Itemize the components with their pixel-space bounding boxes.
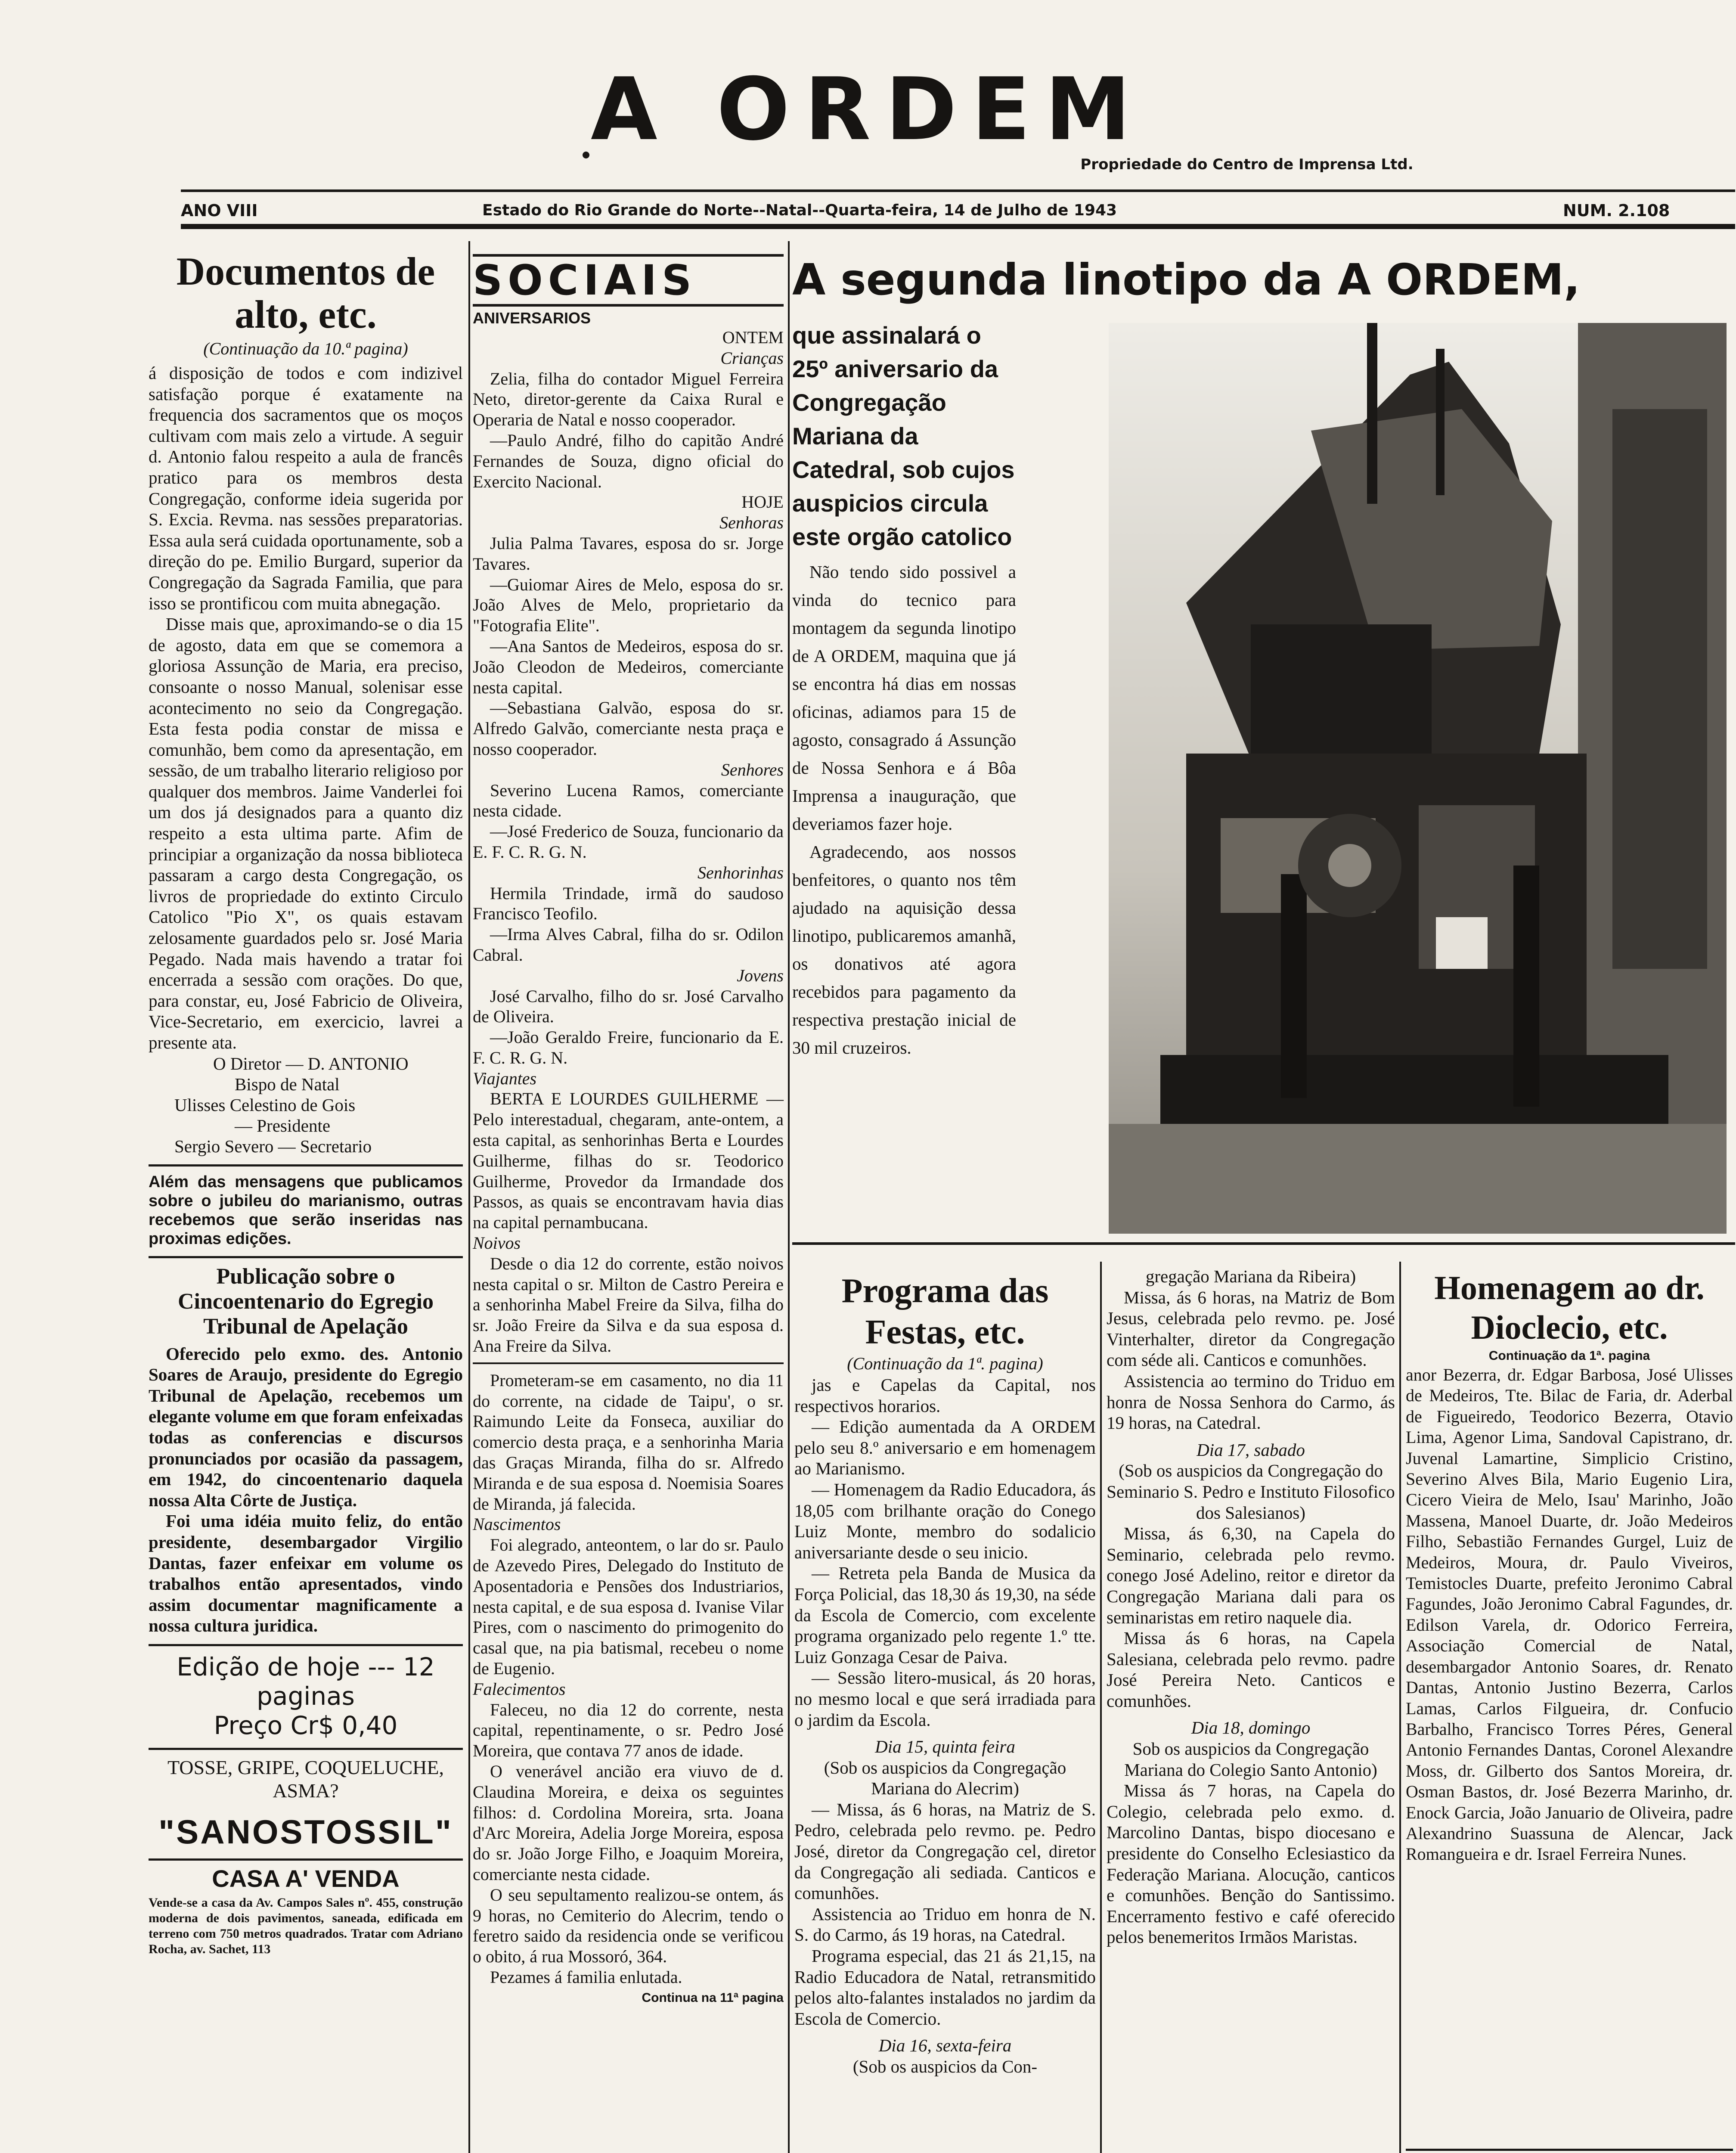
paragraph: Pezames á familia enlutada. xyxy=(490,1967,682,1987)
paragraph: Missa ás 7 horas, na Capela do Colegio, celebrada pelo exmo. d. Marcolino Dantas, bispo diocesano e presidente do Conselho Eclesiastico da Federação Mariana. Alocução, canticos e comunhões. Benção do Santissimo. Encerramento festivo e café oferecido pelos benemeritos Irmãos Maristas. xyxy=(1107,1781,1395,1947)
column-programa xyxy=(794,1270,1096,2077)
edition-price: Preço Cr$ 0,40 xyxy=(214,1710,398,1740)
paragraph: — Missa, ás 6 horas, na Matriz de S. Pedro, celebrada pelo revmo. pe. Pedro José, diretor da Congregação cel, diretor da Congregação ali sediada. Canticos e comunhões. xyxy=(794,1799,1096,1903)
paragraph: — Edição aumentada da A ORDEM pelo seu 8.º aniversario e em homenagem ao Marianismo. xyxy=(794,1417,1096,1479)
subheading: (Sob os auspicios da Con- xyxy=(852,2057,1038,2076)
subheading: Dia 17, sabado xyxy=(1197,1439,1305,1460)
subheading: (Sob os auspicios da Congregação Mariana do Alecrim) xyxy=(824,1757,1066,1799)
ad-sanostossil-line1: TOSSE, GRIPE, COQUELUCHE, ASMA? xyxy=(167,1756,444,1802)
paragraph: Foi uma idéia muito feliz, do então presidente, desembargador Virgilio Dantas, fazer enfeixar em volume os trabalhos então apresentados, vindo assim documentar magnificamente a nossa cultura juridica. xyxy=(149,1511,463,1636)
signature-line: Sergio Severo — Secretario xyxy=(174,1136,372,1156)
linotipo-subhead: que assinalará o 25º aniversario da Congregação Mariana da Catedral, sob cujos auspicios circula este orgão catolico xyxy=(792,322,1015,550)
subheading: ONTEM xyxy=(722,328,784,347)
linotype-photo xyxy=(1109,323,1727,1234)
subheading: Jovens xyxy=(737,965,784,985)
paragraph: —João Geraldo Freire, funcionario da E. F. C. R. G. N. xyxy=(473,1027,784,1067)
paragraph: Faleceu, no dia 12 do corrente, nesta capital, repentinamente, o sr. Pedro José Moreira, que contava 77 anos de idade. xyxy=(473,1700,784,1761)
article-documentos-body xyxy=(149,363,463,1053)
article-documentos-continuation: (Continuação da 10.ª pagina) xyxy=(203,339,408,358)
masthead-title: A ORDEM xyxy=(590,59,1146,160)
paragraph: — Retreta pela Banda de Musica da Força Policial, das 18,30 ás 19,30, na séde da Escola de Comercio, com excelente programa organizado pelo regente 1.º tte. Luiz Gonzaga Cesar de Paiva. xyxy=(794,1563,1096,1667)
subheading: (Sob os auspicios da Congregação do Seminario S. Pedro e Instituto Filosofico dos Salesianos) xyxy=(1107,1461,1395,1523)
column-sociais xyxy=(473,254,784,2008)
subheading: Dia 15, quinta feira xyxy=(875,1737,1015,1757)
divider xyxy=(149,1164,463,1166)
sociais-aniversarios: ANIVERSARIOS xyxy=(473,309,591,327)
paragraph: Desde o dia 12 do corrente, estão noivos nesta capital o sr. Milton de Castro Pereira e a senhorinha Mabel Freire da Silva, filha do sr. João Freire da Silva e da sua esposa d. Ana Freire da Silva. xyxy=(473,1253,784,1356)
paragraph: Julia Palma Tavares, esposa do sr. Jorge Tavares. xyxy=(473,533,784,574)
divider xyxy=(149,1644,463,1646)
column-homenagem xyxy=(1406,1268,1733,1865)
dateline-year: ANO VIII xyxy=(181,201,258,220)
subheading: Viajantes xyxy=(473,1068,537,1088)
homenagem-continuation: Continuação da 1ª. pagina xyxy=(1488,1349,1650,1363)
paragraph: O seu sepultamento realizou-se ontem, ás 9 horas, no Cemiterio do Alecrim, tendo o feretro saido da residencia onde se verificou o obito, á rua Mossoró, 364. xyxy=(473,1885,784,1967)
programa-continuation: (Continuação da 1ª. pagina) xyxy=(847,1354,1043,1373)
paragraph: —Sebastiana Galvão, esposa do sr. Alfredo Galvão, comerciante nesta praça e nosso cooperador. xyxy=(473,698,784,759)
paragraph: —Paulo André, filho do capitão André Fernandes de Souza, digno oficial do Exercito Nacional. xyxy=(473,430,784,491)
homenagem-title: Homenagem ao dr. Dioclecio, etc. xyxy=(1434,1269,1705,1346)
paragraph: — Sessão litero-musical, ás 20 horas, no mesmo local e que será irradiada para o jardim da Escola. xyxy=(794,1668,1096,1730)
paragraph: José Carvalho, filho do sr. José Carvalho de Oliveira. xyxy=(473,986,784,1027)
signature-line: O Diretor — D. ANTONIO xyxy=(213,1053,409,1073)
paragraph: Hermila Trindade, irmã do saudoso Francisco Teofilo. xyxy=(473,883,784,924)
subheading: Falecimentos xyxy=(473,1679,566,1699)
paragraph: —Irma Alves Cabral, filha do sr. Odilon Cabral. xyxy=(473,924,784,965)
masthead-rule-bottom xyxy=(181,224,1735,229)
paragraph: Oferecido pelo exmo. des. Antonio Soares de Araujo, presidente do Egregio Tribunal de Apelação, recebemos um elegante volume em que foram enfeixadas todas as conferencias e discursos pronunciados por ocasião da passagem, em 1942, do cincoentenario daquela nossa Alta Côrte de Justiça. xyxy=(149,1343,463,1510)
paragraph: Missa, ás 6,30, na Capela do Seminario, celebrada pelo revmo. conego José Adelino, reitor e diretor da Congregação Mariana dali para os seminaristas em retiro naquele dia. xyxy=(1107,1523,1395,1627)
homenagem-body xyxy=(1406,1365,1733,1865)
subheading: HOJE xyxy=(741,492,784,512)
paragraph: O venerável ancião era viuvo de d. Claudina Moreira, e deixa os seguintes filhos: d. Cordolina Moreira, srta. Joana d'Arc Moreira, Adelia Jorge Moreira, esposa do sr. João Jorge Filho, e Joaquim Moreira, comerciante nesta cidade. xyxy=(473,1761,784,1884)
signature-line: Ulisses Celestino de Gois xyxy=(174,1095,356,1115)
linotipo-bottom-rule xyxy=(792,1242,1735,1245)
divider xyxy=(473,1362,784,1364)
ad-sanostossil-brand: "SANOSTOSSIL" xyxy=(158,1812,453,1851)
column-programa-2 xyxy=(1107,1266,1395,1948)
subheading: Senhores xyxy=(721,760,784,779)
sociais-body xyxy=(473,327,784,2008)
subheading: Dia 18, domingo xyxy=(1191,1718,1311,1738)
linotipo-headline-text: A segunda linotipo da A ORDEM, xyxy=(792,254,1580,305)
subheading: Dia 16, sexta-feira xyxy=(878,2035,1012,2056)
ad-casa-title: CASA A' VENDA xyxy=(212,1864,400,1892)
sociais-title: SOCIAIS xyxy=(473,254,784,307)
column-1 xyxy=(149,250,463,1957)
column-rule-3 xyxy=(1100,1262,1102,2153)
signature-line: — Presidente xyxy=(235,1115,331,1135)
notice-mensagens: Além das mensagens que publicamos sobre o jubileu do marianismo, outras recebemos que serão inseridas nas proximas edições. xyxy=(149,1173,463,1248)
linotipo-text xyxy=(792,319,1016,1062)
subheading: Sob os auspicios da Congregação Mariana do Colegio Santo Antonio) xyxy=(1124,1739,1377,1780)
programa-body xyxy=(794,1374,1096,2077)
paragraph: Zelia, filha do contador Miguel Ferreira Neto, diretor-gerente da Caixa Rural e Operaria de Natal e nosso cooperador. xyxy=(473,369,784,430)
subheading: gregação Mariana da Ribeira) xyxy=(1145,1266,1356,1286)
signatures xyxy=(149,1053,463,1157)
paragraph: Agradecendo, aos nossos benfeitores, o quanto nos têm ajudado na aquisição dessa linotipo, publicaremos amanhã, os donativos até agora recebidos para pagamento da respectiva prestação inicial de 30 mil cruzeiros. xyxy=(792,842,1016,1058)
linotipo-headline xyxy=(792,254,1735,306)
edition-box xyxy=(149,1652,463,1740)
programa-2-body xyxy=(1107,1266,1395,1948)
paragraph: —José Frederico de Souza, funcionario da E. F. C. R. G. N. xyxy=(473,822,784,862)
paragraph: —Ana Santos de Medeiros, esposa do sr. João Cleodon de Medeiros, comerciante nesta capital. xyxy=(473,636,784,697)
ad-antonio-soares xyxy=(1406,2149,1733,2153)
edition-line: Edição de hoje --- 12 xyxy=(177,1652,435,1681)
paragraph: — Homenagem da Radio Educadora, ás 18,05 com brilhante oração do Conego Luiz Monte, membro do sodalicio aniversariante desde o seu inicio. xyxy=(794,1479,1096,1562)
subheading: Senhoras xyxy=(719,513,784,533)
masthead-subtitle: Propriedade do Centro de Imprensa Ltd. xyxy=(1080,156,1414,173)
subheading: Noivos xyxy=(473,1233,521,1253)
column-rule-4 xyxy=(1399,1262,1401,2153)
paragraph: Assistencia ao Triduo em honra de N. S. do Carmo, ás 19 horas, na Catedral. xyxy=(794,1904,1096,1945)
subheading: Crianças xyxy=(720,348,784,368)
ad-casa-text: Vende-se a casa da Av. Campos Sales nº. 455, construção moderna de dois pavimentos, saneada, edificada em terreno com 750 metros quadrados. Tratar com Adriano Rocha, av. Sachet, 113 xyxy=(149,1895,463,1956)
divider xyxy=(149,1256,463,1258)
paragraph: BERTA E LOURDES GUILHERME — Pelo interestadual, chegaram, ante-ontem, a esta capital, as senhorinhas Berta e Lourdes Guilherme, filhas do sr. Teodorico Guilherme, Provedor da Irmandade dos Passos, as quais se encontravam havia dias na capital pernambucana. xyxy=(473,1089,784,1232)
paragraph: Programa especial, das 21 ás 21,15, na Radio Educadora de Natal, retransmitido pelos alto-falantes instalados no jardim da Escola de Comercio. xyxy=(794,1946,1096,2029)
divider xyxy=(149,1858,463,1861)
paragraph: jas e Capelas da Capital, nos respectivos horarios. xyxy=(794,1375,1096,1416)
edition-line: paginas xyxy=(257,1681,355,1711)
dateline-place-date: Estado do Rio Grande do Norte--Natal--Quarta-feira, 14 de Julho de 1943 xyxy=(482,202,1117,219)
paragraph: Disse mais que, aproximando-se o dia 15 de agosto, data em que se comemora a gloriosa Assunção de Maria, era preciso, consoante o nosso Manual, solenisar esse acontecimento no seio da Congregação. Esta festa podia constar de missa e comunhão, bem como da apresentação, em sessão, de um trabalho literario religioso por qualquer dos membros. Jaime Vanderlei foi um dos já designados para a quanto diz respeito a esta ultima parte. Afim de principiar a organização da nossa biblioteca passaram a cargo desta Congregação, os livros de propriedade do extinto Circulo Catolico "Pio X", os quais estavam zelosamente guardados pelo sr. José Maria Pegado. Nada mais havendo a tratar foi encerrada a sessão com orações. Do que, para constar, eu, José Fabricio de Oliveira, Vice-Secretario, em exercicio, lavrei a presente ata. xyxy=(149,614,463,1052)
article-publicacao-title: Publicação sobre o Cincoentenario do Egregio Tribunal de Apelação xyxy=(177,1264,434,1339)
paragraph: á disposição de todos e com indizivel satisfação porque é exatamente na frequencia dos sacramentos que os moços cultivam com mais zelo a virtude. A seguir d. Antonio falou respeito a aula de francês pratico para os membros desta Congregação, conforme ideia sugerida por S. Excia. Revma. nas sessões preparatorias. Essa aula será cuidada oportunamente, sob a direção do pe. Emilio Burgard, superior da Congregação da Sagrada Familia, que para isso se prontificou com muita abnegação. xyxy=(149,363,463,613)
paragraph: Não tendo sido possivel a vinda do tecnico para montagem da segunda linotipo de A ORDEM, maquina que já se encontra há dias em nossas oficinas, adiamos para 15 de agosto, consagrado á Assunção de Nossa Senhora e á Bôa Imprensa a inauguração, que deveriamos fazer hoje. xyxy=(792,562,1016,834)
divider xyxy=(149,1748,463,1750)
programa-title: Programa das Festas, etc. xyxy=(841,1272,1049,1351)
paragraph: Missa, ás 6 horas, na Matriz de Bom Jesus, celebrada pelo revmo. pe. José Vinterhalter, diretor da Congregação com séde ali. Canticos e comunhões. xyxy=(1107,1287,1395,1370)
subheading: Senhorinhas xyxy=(698,862,784,882)
paragraph: —Guiomar Aires de Melo, esposa do sr. João Alves de Melo, proprietario da "Fotografia Elite". xyxy=(473,574,784,636)
dateline-number: NUM. 2.108 xyxy=(1563,201,1670,220)
paragraph: Severino Lucena Ramos, comerciante nesta cidade. xyxy=(473,780,784,821)
linotipo-body xyxy=(792,558,1016,1062)
paragraph: anor Bezerra, dr. Edgar Barbosa, José Ulisses de Medeiros, Tte. Bilac de Faria, dr. Aderbal de Figueiredo, Teodorico Bezerra, Otavio Lima, Agenor Lima, Sandoval Capistrano, dr. Juvenal Lamartine, Simplicio Cristino, Severino Alves Bila, Mario Eugenio Lira, Cicero Vieira de Melo, Isau' Marinho, João Massena, Manoel Duarte, dr. João Medeiros Filho, Sebastião Fernandes Gurgel, Luiz de Medeiros, Moura, dr. Paulo Viveiros, Temistocles Duarte, prefeito Jeronimo Cabral Fagundes, João Jeronimo Cabral Fagundes, dr. Edilson Varela, dr. Odorico Ferreira, Associação Comercial de Natal, desembargador Antonio Soares, dr. Renato Dantas, Antonio Justino Bezerra, Carlos Lamas, Carlos Filgueira, dr. Confucio Barbalho, Francisco Torres Péres, General Antonio Fernandes Dantas, Coronel Alexandre Moss, dr. Gilberto dos Santos Moreira, dr. Osman Bastos, dr. José Bezerra Marinho, dr. Enock Garcia, João Januario de Oliveira, padre Alexandrino Suassuna de Alencar, Jack Romangueira e dr. Israel Ferreira Nunes. xyxy=(1406,1365,1733,1864)
signature-line: Bispo de Natal xyxy=(235,1074,340,1094)
linotype-photo-drawing xyxy=(1109,323,1727,1234)
paragraph: Foi alegrado, anteontem, o lar do sr. Paulo de Azevedo Pires, Delegado do Instituto de Aposentadoria e Pensões dos Industriarios, nesta capital, e de sua esposa d. Ivanise Vilar Pires, com o nascimento do primogenito do casal que, na pia batismal, recebeu o nome de Eugenio. xyxy=(473,1535,784,1678)
subheading: Continua na 11ª pagina xyxy=(642,1990,784,2005)
masthead-rule-top xyxy=(181,189,1735,192)
column-rule-1 xyxy=(468,241,470,2153)
paragraph: Prometeram-se em casamento, no dia 11 do corrente, na cidade de Taipu', o sr. Raimundo Leite da Fonseca, auxiliar do comercio desta praça, e a senhorinha Maria das Graças Miranda, filha do sr. Alfredo Miranda e de sua esposa d. Noemisia Soares de Miranda, já falecida. xyxy=(473,1370,784,1514)
paragraph: Assistencia ao termino do Triduo em honra de Nossa Senhora do Carmo, ás 19 horas, na Catedral. xyxy=(1107,1371,1395,1433)
column-rule-2 xyxy=(788,241,790,2153)
article-documentos-title: Documentos de alto, etc. xyxy=(176,249,435,336)
paragraph: Missa ás 6 horas, na Capela Salesiana, celebrada pelo revmo. padre José Pereira Neto. Canticos e comunhões. xyxy=(1107,1628,1395,1711)
subheading: Nascimentos xyxy=(473,1514,561,1534)
article-publicacao-body xyxy=(149,1343,463,1636)
